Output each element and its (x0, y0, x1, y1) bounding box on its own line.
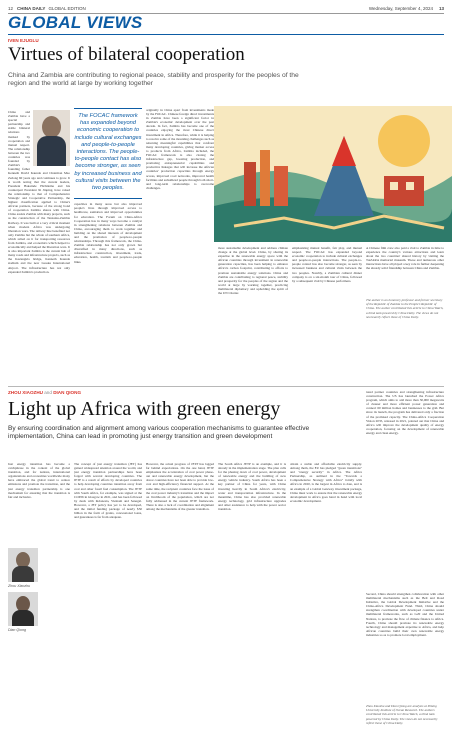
article1-col2-text: capacities in many areas but also improved people's lives through improved access to healthcare, sanitation and improved opportunities for education. The Forum on China-Africa Cooperation has in many ways become a catalyst in strengthening relations between Zambia and China, encouraging them to work together and building on the shared interests of development and the promotion of people-to-people relationships. Through this framework, the China-Zambia relationship has not only grown but diversified in many directions, such as infrastructure construction, investment, trade, education, health, tourism and people-to-people links. (74, 202, 142, 264)
article1-headline: Virtues of bilateral cooperation (8, 44, 245, 65)
paper-name: CHINA DAILY (17, 5, 46, 11)
article1-col5 (292, 246, 362, 296)
article2-byline-b: DIAN QIONG (53, 390, 82, 395)
page-number-left: 12 (8, 5, 14, 11)
article1-col1-cont (8, 298, 148, 378)
article2-col7-text: Second, China should strengthen collaboration with other multilateral mechanisms such as the Belt and Road Initiative, the Global Development Initiative and the China-Africa Development Fund. Third, China should strengthen coordination with developed countries under multilateral frameworks, such as G20 and the United Nations, to promote the flow of climate finance to Africa. Fourth, China should promote its renewable energy technology and management expertise to Africa, and help African countries build their own renewable energy industries so as to promote local employment. (366, 592, 444, 637)
caption-zhou: Zhou Xiaozhu (8, 584, 31, 588)
author-photo-zhou (8, 548, 38, 582)
article2-col5 (290, 462, 362, 742)
article1-col4 (218, 246, 288, 296)
article2-byline-a: ZHOU XIAOZHU (8, 390, 43, 395)
article1-col1-text: China and Zambia have a special partnership and stable bilateral relations marked by cooperation and mutual respect. The relationship between the two countries was founded by Zambia's founding father Kenneth David Kaunda and Chairman Mao Zedong 60 years ago and continues to grow. It is worth noting that the current leaders, President Hakainde Hichilema and his counterpart President Xi Jinping, have raised the relationship to that of Comprehensive Strategic and Cooperative Partnership, the highest classification applied to China's African partners, because of the strong bond of cooperation Zambia shares with China. China assists Zambia with many projects, such as the construction of the Tanzania-Zambia Railway. It was built at a very critical moment when modern Africa was undergoing liberation wars. The railway line benefited not only Zambia but the whole of southern Africa, which relied on it for transporting resources from Zambia, and economics which helped to economically and helped the liberation wars. It is also important Zambia is the current hub of many roads and infrastructure projects, such as the Kazungula bridge, Kenneth Kaunda stadium and the new Lusaka International Airport. The infrastructure has not only expanded Zambia's production. (8, 110, 70, 274)
article2-col3-text: However, the actual progress of JETP has lagged far behind expectations. On the one hand, JETP emphasizes the acceleration of coal power phase-out and renewable energy development, but the donor countries have not been able to provide low-cost and high-efficiency financial support. At the same time, the recipient countries face the issue of the coal power industry's transition and the impact on livelihoods of the population, which are not fully addressed in the current JETP framework. There is also a lack of coordination and alignment among the mechanisms of the greater transition. (146, 462, 214, 512)
article1-col4-text: more sustainable development and address climate change at the global level. China, by sharing its expertise in the renewable energy space with the African countries through investment in renewable generation capacities, has been helping to enhance Africa's carbon footprint, contributing to efforts to promote sustainable energy solutions. China and Zambia are contributing to regional peace, stability and prosperity for the peoples of the region and the world at large by working together, practicing multilateral diplomacy and upholding the spirit of the UN Charter. (218, 246, 288, 296)
section-title: GLOBAL VIEWS (8, 13, 143, 32)
article2-col1-text: Just energy transition has become a catchphrase in the context of the global transition, and for nations, international organizations and economies worldwide many have embraced the global trend to reduce emissions and promote the transition, and the just energy transition partnership is one mechanism for ensuring that the transition is fair and inclusive. (8, 462, 70, 499)
section-rule (8, 34, 444, 35)
article1-deck: China and Zambia are contributing to regional peace, stability and prosperity for the peoples of the region and the world at large by working together (8, 72, 299, 87)
article2-col3 (146, 462, 214, 742)
article2-col4 (218, 462, 286, 742)
article1-col6-text: A Chinese film crew also paid a visit to Zambia in time to experience the country's various attractions and learn about the two countries' shared history by visiting the TAZARA memorial museum. These and numerous other interactions have all played a key role in further deepening the already solid friendship between China and Zambia. (366, 246, 444, 271)
article1-pull-quote: The FOCAC framework has expanded beyond economic cooperation to include cultural exchanges and people-to-people interactions. The people-to-people contact has also become stronger, as seen by increased business and cultural visits between the two peoples. (74, 108, 142, 199)
page-number-right: 13 (438, 5, 444, 11)
article2-headline: Light up Africa with green energy (8, 398, 281, 420)
illustration-art (214, 106, 452, 242)
edition-label: GLOBAL EDITION (48, 5, 86, 11)
caption-dian: Dian Qiong (8, 628, 26, 632)
article1-col2 (74, 108, 142, 294)
article2-byline (8, 390, 81, 395)
article1-byline: IVEN EJUGLU (8, 38, 39, 43)
article2-col6-text: tured partner countries and strengthening infrastructure construction. The US has launched the Power Africa program, which aims to add more than 30,000 megawatts of cleaner and more efficient power generation and connect 60 million homes and businesses to the grid. But since its launch, the program has delivered only a fraction of the promised capacity. The China-Africa Cooperation Vision 2035, released in 2021, pointed out that China and Africa will improve the development quality of energy cooperation, focusing on the development of renewable energy and clean energy. (366, 390, 444, 435)
article1-col6 (366, 246, 444, 296)
article2-col6 (366, 390, 444, 590)
article2-deck: By ensuring coordination and alignment among various cooperation mechanisms to guarantee effective implementation, China can lead in promoting just energy transition and green development (8, 425, 310, 440)
article1-col3 (146, 108, 214, 294)
article2-col7 (366, 592, 444, 702)
article2-col2-text: The concept of just energy transition (JET) has gained widespread attention around the world, and just energy transition partnerships have been forged with several developing countries. The JETP is a result of efforts by developed countries to help developing countries transition away from coal and other fossil fuel consumption. The JETP with South Africa, for example, was signed at the COP26 in Glasgow in 2021, and has been followed by deals with Indonesia, Vietnam and Senegal. However, a JET policy has yet to be developed, and the initial funding package of nearly $50 billion in the form of grants, concessional loans, and guarantees is far from adequate. (74, 462, 142, 520)
author-photo-placeholder (33, 110, 70, 166)
masthead-date: Wednesday, September 4, 2024 (368, 5, 433, 11)
article1-author-note: The author is an honorary professor and former secretary of the Republic of Zambia to the People's Republic of China. The author contributed this article to China Watch, a think tank powered by China Daily. The views do not necessarily reflect those of China Daily. (366, 298, 444, 319)
article1-col1 (8, 110, 70, 295)
article1-col5-text: emphasizing mutual benefit, fair play, and mutual respect. The FOCAC has expanded beyond economic cooperation to include cultural exchanges and people-to-people interactions. The people-to-people contact has also become stronger, as seen by increased business and cultural visits between the two peoples. Notably, a Zambian cultural dinner company is on a six-month tour of China, followed by a subsequent visit by Chinese performers. (292, 246, 362, 283)
article2-byline-and: and (44, 390, 52, 395)
article2-col2 (74, 462, 142, 742)
article1-col3-text: originally in China apart from investments made by the FOCAC. Chinese foreign direct investments in Zambia have been a significant factor in Zambia's economic development over the past decade. In fact, Zambia has become one of the countries enjoying the most Chinese direct investment in Africa. Therefore, while it is helping to resolve some of the mounting challenges such as returning meaningful capabilities that confront many developing countries, giving market access to products from Africa, Zambia included, the FOCAC framework is also closing the infrastructure gap, boosting production, and promoting entrepreneurial capabilities and productive linkages that will increase the African countries' production capacities through energy access, improved road networks, improved health facilities and subsidized people through both short- and long-term relationships to overcome challenges. (146, 108, 214, 190)
article2-col5-text: obtain a stable and affordable electricity supply. Among them, the EU has pledged "green transitions" and "energy security" in Africa. The Africa Partnership, as outlined in the "Towards a Comprehensive Strategy with Africa" Jointly with Africa in 2020, is the largest in Africa to date, and is an example of a Global Gateway investment package, China must work to ensure that the renewable energy development in Africa goes hand in hand with local economic development. (290, 462, 362, 503)
article-separator (8, 386, 444, 387)
article2-author-note: Zhou Xiaozhu and Dian Qiong are analysts at Peking University Institute of Ocean Research. The authors contributed this article to China Watch, a think tank powered by China Daily. The views do not necessarily reflect those of China Daily. (366, 704, 438, 725)
article1-illustration (214, 106, 452, 242)
author-photo-dian (8, 592, 38, 626)
article2-col4-text: The South Africa JETP is an example, and it is already in the implementation stage. The plan calls for the phasing down of coal power, development of renewable energy and the building of new energy vehicle industry. South Africa has been a key partner of China for years, with China investing heavily in South Africa's electricity, water and transportation infrastructure. In the meantime, China has also provided renewable energy technology, grid infrastructure upgrades and other assistance to help with the power sector transition. (218, 462, 286, 512)
